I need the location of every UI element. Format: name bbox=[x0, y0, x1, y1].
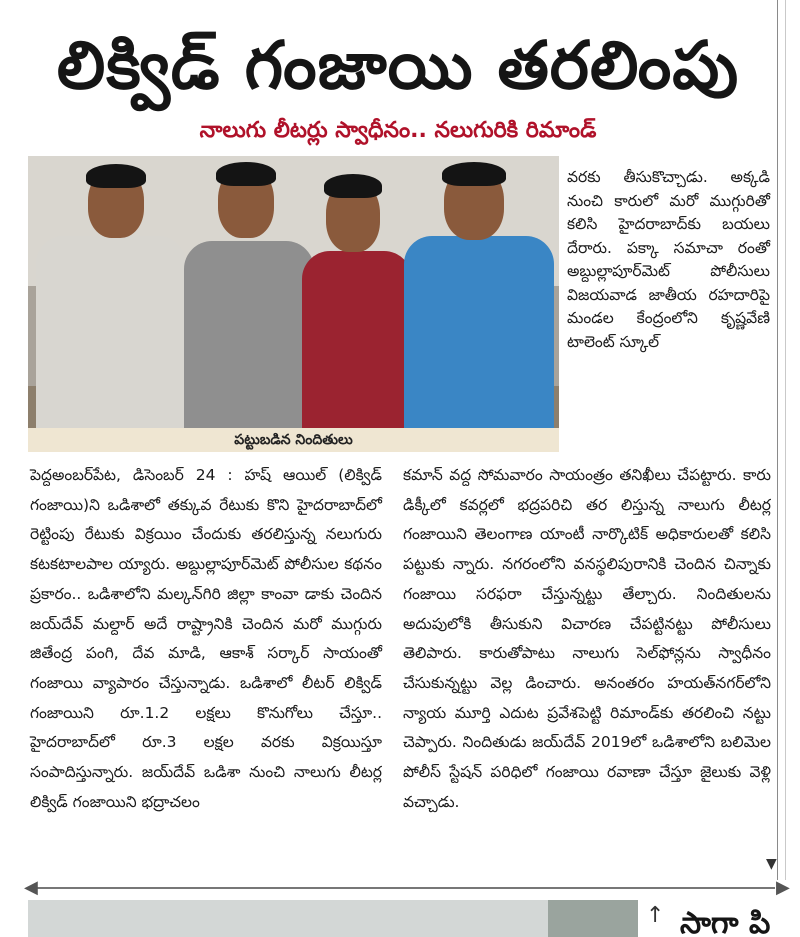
arrow-left-icon: ◀ bbox=[24, 877, 38, 898]
next-article-headline: సాగా పి bbox=[680, 906, 771, 937]
article-headline: లిక్విడ్ గంజాయి తరలింపు bbox=[56, 27, 740, 104]
article-column-right-top bbox=[567, 166, 770, 354]
article-paragraph: పెద్దఅంబర్‌పేట, డిసెంబర్ 24 : హష్ ఆయిల్ (లిక్విడ్ గంజాయి)ని ఒడిశాలో తక్కువ రేటుకు కొని హైదరాబాద్‌లో రెట్టింపు రేటుకు విక్రయిం చేందుకు తరలిస్తున్న నలుగురు కటకటాలపాల య్యారు. అబ్దుల్లాపూర్‌మెట్ పోలీసుల కథనం ప్రకారం.. ఒడిశాలోని మల్కన్‌గిరి జిల్లా కాంవా డాకు చెందిన జయ్‌దేవ్ మల్దార్ అదే రాష్ట్రానికి చెందిన మరో ముగ్గురు జితేంద్ర పంగి, దేవ మాడి, ఆకాశ్ సర్కార్ సాయంతో గంజాయి వ్యాపారం చేస్తున్నాడు. ఒడిశాలో లీటర్ లిక్విడ్ గంజాయిని రూ.1.2 లక్షలు కొనుగోలు చేస్తూ.. హైదరాబాద్‌లో రూ.3 లక్షల వరకు విక్రయిస్తూ సంపాదిస్తున్నారు. జయ్‌దేవ్ ఒడిశా నుంచి నాలుగు లీటర్ల లిక్విడ్ గంజాయిని భద్రాచలం bbox=[30, 466, 382, 811]
article-subheadline: నాలుగు లీటర్లు స్వాధీనం.. నలుగురికి రిమాండ్ bbox=[199, 118, 597, 143]
photo-caption: పట్టుబడిన నిందితులు bbox=[28, 428, 559, 452]
continue-down-icon: ▼ bbox=[766, 856, 777, 872]
article-paragraph: వరకు తీసుకొచ్చాడు. అక్కడి నుంచి కారులో మరో ముగ్గురితో కలిసి హైదరాబాద్‌కు బయలు దేరారు. పక్కా సమాచా రంతో అబ్దుల్లాపూర్‌మెట్ పోలీసులు విజయవాడ జాతీయ రహదారిపై మండల కేంద్రంలోని కృష్ణవేణి టాలెంట్ స్కూల్ bbox=[567, 168, 770, 351]
next-photo-patch bbox=[548, 900, 638, 937]
article-column-left bbox=[30, 461, 382, 817]
article-column-right-bottom bbox=[403, 461, 771, 817]
article-paragraph: కమాన్ వద్ద సోమవారం సాయంత్రం తనిఖీలు చేపట్టారు. కారు డిక్కీలో కవర్లలో భద్రపరిచి తర లిస్తున్న నాలుగు లీటర్ల గంజాయిని తెలంగాణ యాంటీ నార్కొటిక్ అధికారులతో కలిసి పట్టుకు న్నారు. నగరంలోని వనస్థలిపురానికి చెందిన చిన్నాకు గంజాయి సరఫరా చేస్తున్నట్టు తేల్చారు. నిందితులను అదుపులోకి తీసుకుని విచారణ చేపట్టినట్టు పోలీసులు తెలిపారు. కారుతోపాటు నాలుగు సెల్‌ఫోన్లను స్వాధీనం చేసుకున్నట్టు వెల్ల డించారు. అనంతరం హయత్‌నగర్‌లోని న్యాయ మూర్తి ఎదుట ప్రవేశపెట్టి రిమాండ్‌కు తరలించి నట్టు చెప్పారు. నిందితుడు జయ్‌దేవ్ 2019లో ఒడిశాలోని బలిమెల పోలీస్ స్టేషన్ పరిధిలో గంజాయి రవాణా చేస్తూ జైలుకు వెళ్లి వచ్చాడు. bbox=[403, 466, 771, 811]
arrow-up-icon: ↑ bbox=[646, 903, 665, 928]
section-divider bbox=[30, 887, 775, 889]
accused-photo bbox=[28, 156, 559, 428]
next-article-photo bbox=[28, 900, 638, 937]
column-rule bbox=[777, 0, 778, 880]
column-rule-outer bbox=[785, 0, 786, 880]
arrow-right-icon: ▶ bbox=[776, 877, 790, 898]
